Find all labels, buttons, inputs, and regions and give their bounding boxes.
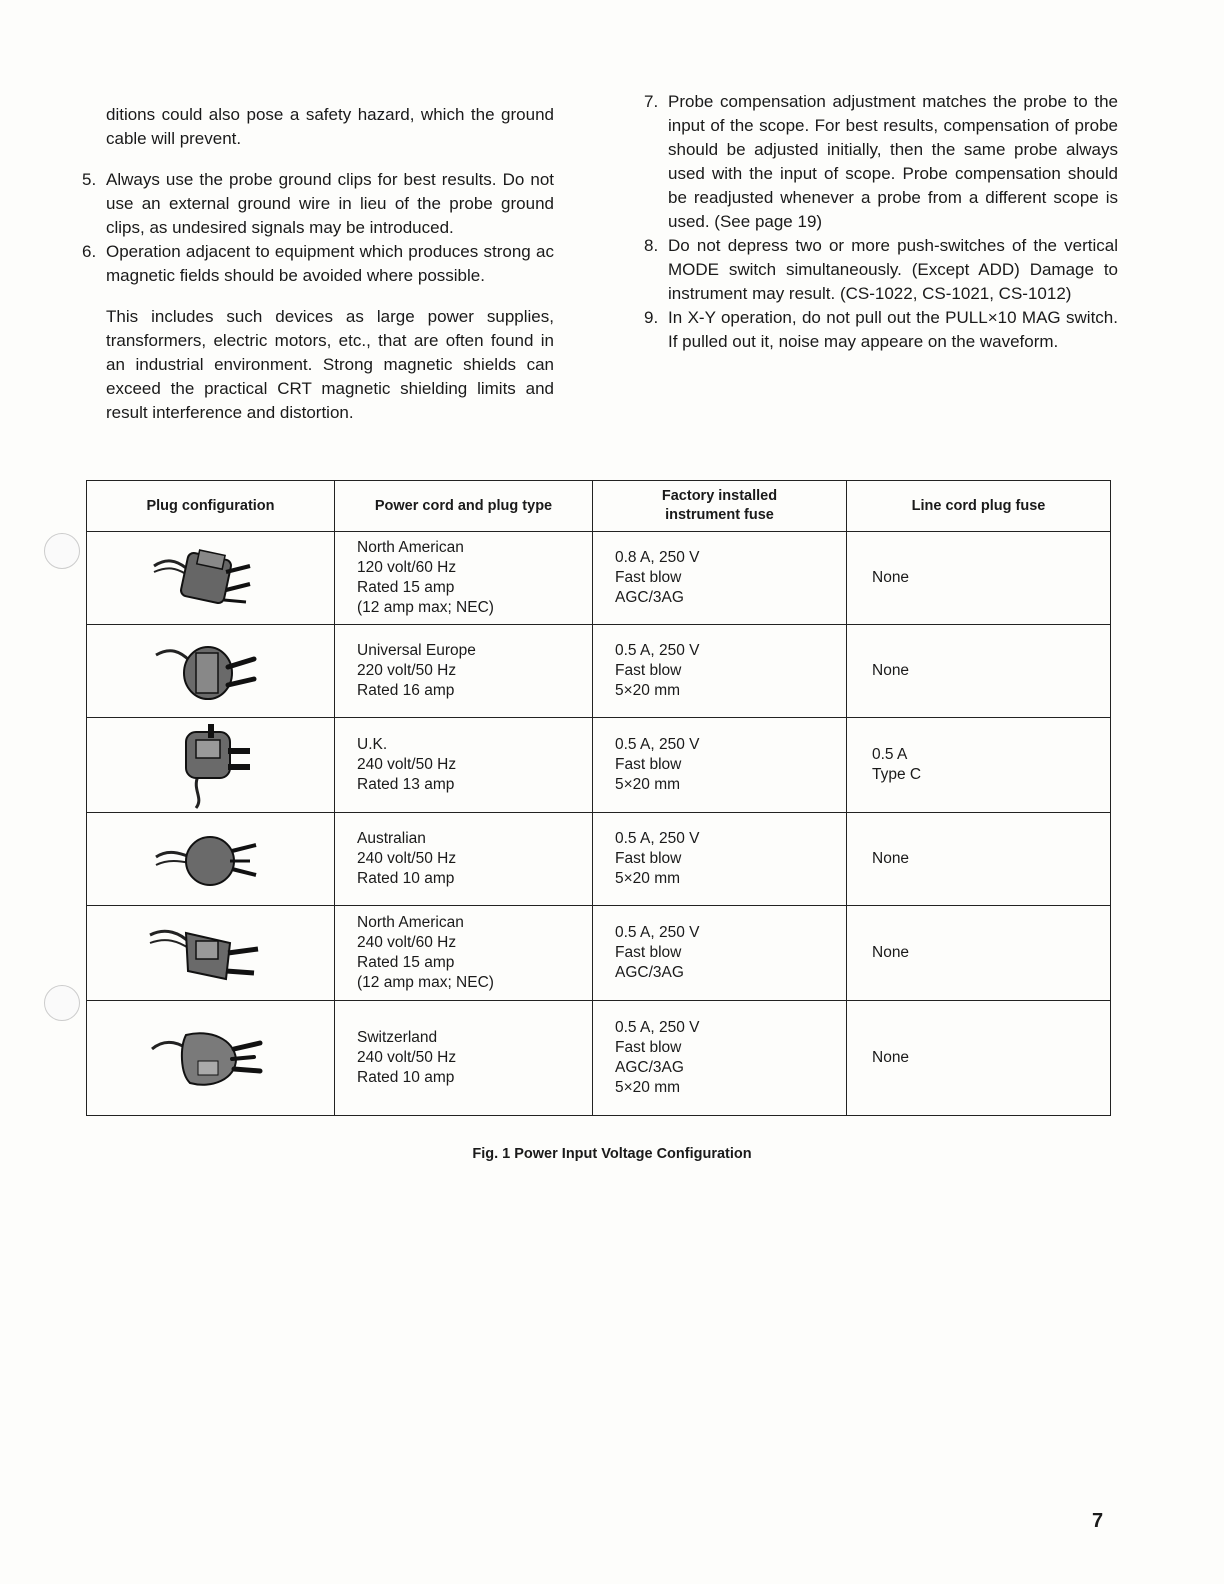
power-cord-cell [335, 532, 593, 625]
power-cord-cell-line: Rated 10 amp [357, 1069, 455, 1086]
line-cord-fuse-cell-line: None [872, 569, 910, 586]
power-cord-cell-line: Rated 13 amp [357, 776, 455, 793]
instrument-fuse-cell-line: AGC/3AG [615, 964, 684, 981]
instrument-fuse-cell-line: AGC/3AG [615, 1059, 684, 1076]
instrument-fuse-cell [593, 625, 847, 718]
instrument-fuse-cell-line: 5×20 mm [615, 870, 681, 887]
power-cord-cell [335, 625, 593, 718]
line-cord-fuse-cell-line: None [872, 662, 910, 679]
instrument-fuse-cell-line: Fast blow [615, 850, 682, 867]
left-text-column [82, 86, 554, 442]
line-cord-fuse-cell-line: None [872, 850, 910, 867]
power-cord-cell-line: Rated 16 amp [357, 682, 455, 699]
power-cord-cell-line: 120 volt/60 Hz [357, 559, 457, 576]
table-row [87, 625, 1111, 718]
item-number: 7. [644, 92, 659, 111]
power-cord-cell-line: U.K. [357, 736, 388, 753]
line-cord-fuse-cell-line: 0.5 A [872, 746, 908, 763]
line-cord-fuse-cell-line: None [872, 944, 910, 961]
instrument-fuse-cell-line: 0.5 A, 250 V [615, 830, 700, 847]
power-config-table [86, 480, 1110, 1116]
instrument-fuse-cell-line: Fast blow [615, 569, 682, 586]
item-number: 5. [82, 170, 97, 189]
instrument-fuse-cell-line: 0.5 A, 250 V [615, 924, 700, 941]
uk-plug-icon [87, 720, 334, 810]
figure-caption: Fig. 1 Power Input Voltage Configuration [472, 1146, 752, 1162]
line-cord-fuse-cell-line: Type C [872, 766, 922, 783]
power-cord-cell-line: North American [357, 539, 464, 556]
line-cord-fuse-cell [847, 906, 1111, 1001]
list-item-7 [644, 90, 1118, 234]
item-text: Always use the probe ground clips for best results. Do not use an external ground wire in lieu of the probe ground clips, as undesired signals may be introduced. [106, 170, 554, 237]
instrument-fuse-cell-line: Fast blow [615, 756, 682, 773]
power-cord-cell [335, 718, 593, 813]
power-cord-cell-line: Australian [357, 830, 426, 847]
line-cord-fuse-cell [847, 1001, 1111, 1116]
north-american-240v-plug-icon [87, 913, 334, 993]
item-text: Do not depress two or more push-switches of the vertical MODE switch simultaneously. (Except ADD) Damage to instrument may result. (CS-1022, CS-1021, CS-1012) [668, 236, 1118, 303]
table-row [87, 813, 1111, 906]
plug-cell [87, 718, 335, 813]
instrument-fuse-cell [593, 906, 847, 1001]
power-cord-cell-line: North American [357, 914, 464, 931]
right-text-column [644, 90, 1118, 354]
power-cord-cell [335, 1001, 593, 1116]
table-row [87, 1001, 1111, 1116]
power-cord-cell-line: 220 volt/50 Hz [357, 662, 457, 679]
australian-plug-icon [87, 819, 334, 899]
instrument-fuse-cell-line: 0.5 A, 250 V [615, 642, 700, 659]
item-text: Operation adjacent to equipment which produces strong ac magnetic fields should be avoided where possible. [106, 242, 554, 285]
list-item-8 [644, 234, 1118, 306]
instrument-fuse-cell [593, 813, 847, 906]
instrument-fuse-cell [593, 718, 847, 813]
line-cord-fuse-cell [847, 532, 1111, 625]
list-item-6 [82, 240, 554, 288]
continuation-paragraph: ditions could also pose a safety hazard, which the ground cable will prevent. [106, 105, 554, 148]
line-cord-fuse-cell-line: None [872, 1049, 910, 1066]
instrument-fuse-cell-line: 5×20 mm [615, 682, 681, 699]
binder-hole-top [44, 533, 80, 569]
header-power-cord: Power cord and plug type [335, 481, 593, 532]
power-cord-cell-line: Rated 10 amp [357, 870, 455, 887]
table-row [87, 718, 1111, 813]
item-text: In X-Y operation, do not pull out the PULL×10 MAG switch. If pulled out it, noise may appeare on the waveform. [668, 308, 1118, 351]
plug-cell [87, 1001, 335, 1116]
list-item-5 [82, 168, 554, 240]
line-cord-fuse-cell [847, 625, 1111, 718]
north-american-plug-icon [87, 538, 334, 618]
item-number: 6. [82, 242, 97, 261]
power-cord-cell [335, 906, 593, 1001]
line-cord-fuse-cell [847, 813, 1111, 906]
item-6-extra: This includes such devices as large power supplies, transformers, electric motors, etc., that are often found in an industrial environment. Strong magnetic shields can exceed the practical CRT magnetic shielding limits and result interference and distortion. [106, 307, 554, 422]
universal-europe-plug-icon [87, 631, 334, 711]
table-header-row [87, 481, 1111, 532]
instrument-fuse-cell-line: 0.8 A, 250 V [615, 549, 700, 566]
header-line-cord-fuse: Line cord plug fuse [847, 481, 1111, 532]
power-cord-cell [335, 813, 593, 906]
plug-cell [87, 625, 335, 718]
instrument-fuse-cell-line: Fast blow [615, 662, 682, 679]
table-row [87, 532, 1111, 625]
instrument-fuse-cell-line: Fast blow [615, 1039, 682, 1056]
power-cord-cell-line: 240 volt/60 Hz [357, 934, 457, 951]
item-number: 8. [644, 236, 659, 255]
instrument-fuse-cell-line: 5×20 mm [615, 776, 681, 793]
power-cord-cell-line: Switzerland [357, 1029, 438, 1046]
power-cord-cell-line: Rated 15 amp [357, 954, 455, 971]
instrument-fuse-cell-line: 5×20 mm [615, 1079, 681, 1096]
instrument-fuse-cell [593, 1001, 847, 1116]
list-item-9 [644, 306, 1118, 354]
line-cord-fuse-cell [847, 718, 1111, 813]
instrument-fuse-cell-line: 0.5 A, 250 V [615, 1019, 700, 1036]
header-instrument-fuse: Factory installed instrument fuse [593, 481, 847, 532]
table-row [87, 906, 1111, 1001]
power-cord-cell-line: Universal Europe [357, 642, 476, 659]
power-cord-cell-line: (12 amp max; NEC) [357, 974, 494, 991]
power-cord-cell-line: 240 volt/50 Hz [357, 1049, 457, 1066]
plug-cell [87, 813, 335, 906]
plug-cell [87, 532, 335, 625]
plug-cell [87, 906, 335, 1001]
switzerland-plug-icon [87, 1013, 334, 1103]
power-cord-cell-line: 240 volt/50 Hz [357, 756, 457, 773]
page-number: 7 [1092, 1510, 1104, 1532]
instrument-fuse-cell [593, 532, 847, 625]
instrument-fuse-cell-line: AGC/3AG [615, 589, 684, 606]
instrument-fuse-cell-line: 0.5 A, 250 V [615, 736, 700, 753]
power-cord-cell-line: Rated 15 amp [357, 579, 455, 596]
header-plug-configuration: Plug configuration [87, 481, 335, 532]
power-cord-cell-line: 240 volt/50 Hz [357, 850, 457, 867]
binder-hole-bottom [44, 985, 80, 1021]
instrument-fuse-cell-line: Fast blow [615, 944, 682, 961]
item-text: Probe compensation adjustment matches the probe to the input of the scope. For best results, compensation of probe should be adjusted initially, then the same probe always used with the input of scope. Probe compensation should be readjusted whenever a probe from a different scope is used. (See page 19) [668, 92, 1118, 231]
power-cord-cell-line: (12 amp max; NEC) [357, 599, 494, 616]
item-number: 9. [644, 308, 659, 327]
